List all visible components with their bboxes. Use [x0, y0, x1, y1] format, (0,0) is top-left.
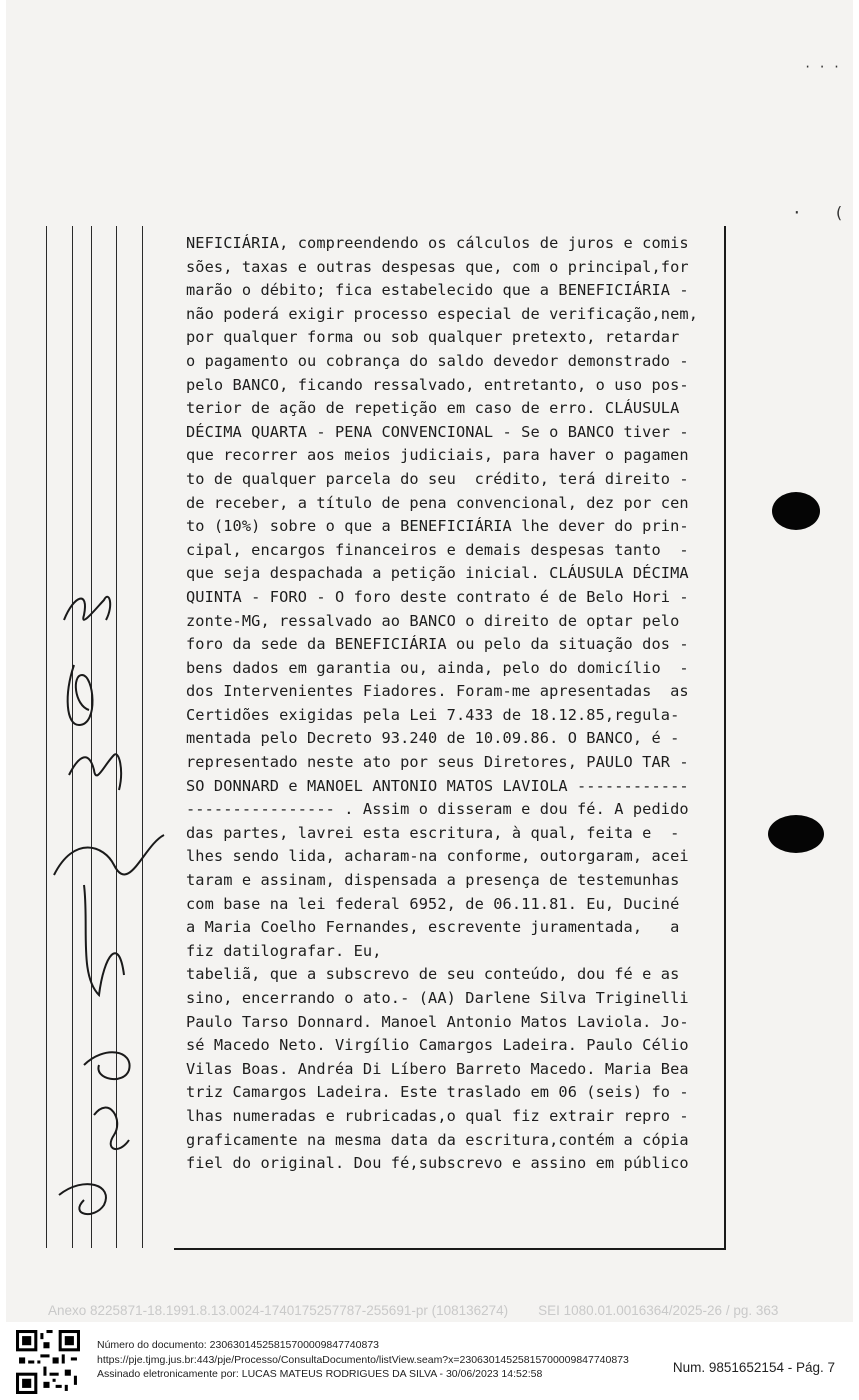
text-line: de receber, a título de pena convencional, dez por cen [186, 493, 689, 512]
text-line: NEFICIÁRIA, compreendendo os cálculos de juros e comis [186, 234, 689, 252]
text-line: fiel do original. Dou fé,subscrevo e assino em público [186, 1154, 689, 1173]
text-line: marão o débito; fica estabelecido que a BENEFICIÁRIA - [186, 281, 689, 300]
text-line: mentada pelo Decreto 93.240 de 10.09.86. O BANCO, é - [186, 729, 680, 748]
text-line: QUINTA - FORO - O foro deste contrato é de Belo Hori - [186, 587, 689, 606]
text-line: que recorrer aos meios judiciais, para haver o pagamen [186, 446, 689, 465]
text-line: zonte-MG, ressalvado ao BANCO o direito de optar pelo [186, 611, 680, 630]
text-line: a Maria Coelho Fernandes, escrevente juramentada, a [186, 918, 680, 937]
sei-stamp: Anexo 8225871-18.1991.8.13.0024-1740175257787-255691-pr (108136274) SEI 1080.01.0016364/2025-26 / pg. 363 [48, 1303, 779, 1318]
text-line: to de qualquer parcela do seu crédito, terá direito - [186, 469, 689, 488]
text-line: representado neste ato por seus Diretores, PAULO TAR - [186, 753, 689, 772]
scan-mark: · · · [804, 60, 841, 74]
scan-mark: · [792, 203, 802, 222]
text-line: o pagamento ou cobrança do saldo devedor demonstrado - [186, 351, 689, 370]
text-line: lhes sendo lida, acharam-na conforme, outorgaram, acei [186, 847, 689, 866]
text-line: Paulo Tarso Donnard. Manoel Antonio Matos Laviola. Jo- [186, 1012, 689, 1031]
signature-info: Assinado eletronicamente por: LUCAS MATEUS RODRIGUES DA SILVA - 30/06/2023 14:52:58 [97, 1368, 543, 1381]
text-line: ---------------- . Assim o disseram e dou fé. A pedido [186, 800, 689, 819]
text-line: sé Macedo Neto. Virgílio Camargos Ladeira. Paulo Célio [186, 1036, 689, 1055]
text-line: triz Camargos Ladeira. Este traslado em 06 (seis) fo - [186, 1083, 689, 1102]
text-line: sino, encerrando o ato.- (AA) Darlene Silva Triginelli [186, 989, 689, 1007]
text-line: Vilas Boas. Andréa Di Líbero Barreto Macedo. Maria Bea [186, 1059, 689, 1078]
text-line: foro da sede da BENEFICIÁRIA ou pelo da situação dos - [186, 635, 689, 654]
text-line: com base na lei federal 6952, de 06.11.81. Eu, Duciné [186, 894, 680, 913]
text-line: por qualquer forma ou sob qualquer pretexto, retardar [186, 328, 680, 347]
ink-blot [772, 492, 820, 530]
text-line: taram e assinam, dispensada a presença de testemunhas [186, 871, 680, 890]
text-line: pelo BANCO, ficando ressalvado, entretanto, o uso pos- [186, 375, 689, 394]
qr-code [16, 1330, 80, 1394]
pje-footer [0, 1322, 859, 1400]
text-line: terior de ação de repetição em caso de erro. CLÁUSULA [186, 399, 680, 418]
doc-url[interactable]: https://pje.tjmg.jus.br:443/pje/Processo/ConsultaDocumento/listView.seam?x=23063014525815700009847740873 [97, 1353, 629, 1366]
text-line: cipal, encargos financeiros e demais despesas tanto - [186, 540, 689, 559]
text-line: lhas numeradas e rubricadas,o qual fiz extrair repro - [186, 1106, 689, 1125]
text-line: que seja despachada a petição inicial. CLÁUSULA DÉCIMA [186, 564, 689, 583]
text-line: dos Intervenientes Fiadores. Foram-me apresentadas as [186, 682, 689, 701]
text-line: SO DONNARD e MANOEL ANTONIO MATOS LAVIOLA ------------ [186, 776, 689, 795]
text-line: graficamente na mesma data da escritura,contém a cópia [186, 1130, 689, 1149]
doc-number: Número do documento: 23063014525815700009847740873 [97, 1339, 379, 1351]
text-line: não poderá exigir processo especial de verificação,nem, [186, 304, 699, 323]
scan-mark: ( [834, 203, 844, 222]
text-line: sões, taxas e outras despesas que, com o principal,for [186, 257, 689, 276]
page-reference: Num. 9851652154 - Pág. 7 [672, 1360, 835, 1375]
text-line: fiz datilografar. Eu, [186, 941, 382, 960]
text-line: to (10%) sobre o que a BENEFICIÁRIA lhe dever do prin- [186, 517, 689, 536]
text-line: das partes, lavrei esta escritura, à qual, feita e - [186, 823, 680, 842]
ink-blot [768, 815, 824, 853]
text-line: DÉCIMA QUARTA - PENA CONVENCIONAL - Se o BANCO tiver - [186, 422, 689, 441]
text-line: bens dados em garantia ou, ainda, pelo do domicílio - [186, 658, 689, 677]
text-line: tabeliã, que a subscrevo de seu conteúdo, dou fé e as [186, 965, 680, 984]
text-line: Certidões exigidas pela Lei 7.433 de 18.12.85,regula- [186, 705, 680, 724]
document-metadata [97, 1338, 629, 1382]
document-body [186, 232, 731, 1176]
handwritten-initials [44, 575, 174, 1235]
